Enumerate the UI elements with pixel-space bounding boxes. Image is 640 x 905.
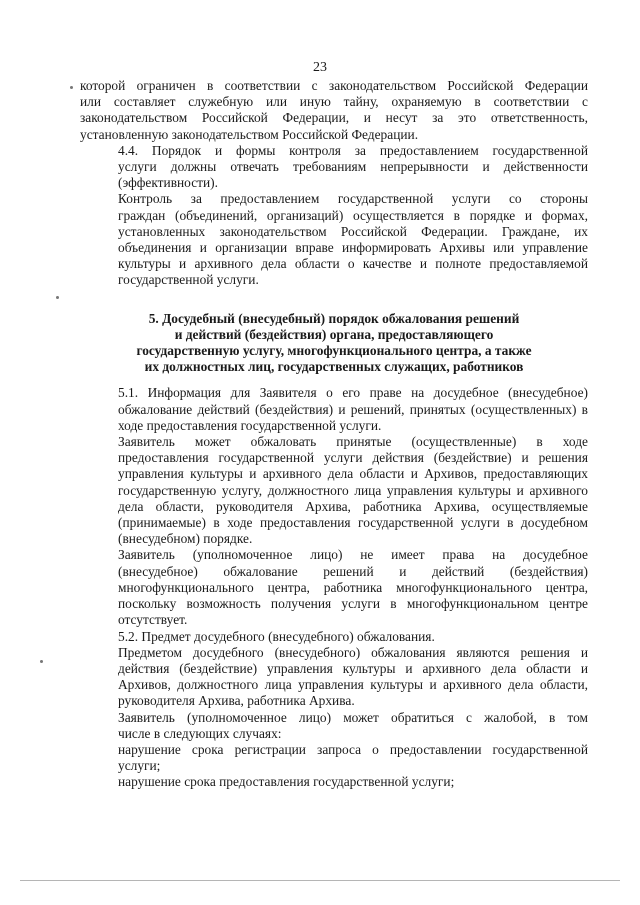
text-line: объединения и организации вправе информировать Архивы или управление <box>118 240 588 256</box>
text-line: Заявитель (уполномоченное лицо) не имеет права на досудебное <box>118 547 588 563</box>
text-line: управления культуры и архивного дела области и Архивов, предоставляющих <box>118 466 588 482</box>
paragraph <box>80 629 588 645</box>
text-line: обжалование действий (бездействия) и решений, принятых (осуществленных) в <box>118 401 588 417</box>
paragraph <box>80 385 588 434</box>
text-line: (эффективности). <box>118 175 218 191</box>
heading-line: государственную услугу, многофункционального центра, а также <box>136 343 532 359</box>
section-5-heading <box>80 311 588 376</box>
text-line: числе в следующих случаях: <box>118 725 282 741</box>
text-line: Заявитель (уполномоченное лицо) может обратиться с жалобой, в том <box>118 709 588 725</box>
section-4-continuation <box>80 78 588 289</box>
section-5-body <box>80 385 588 790</box>
text-line: услуги; <box>118 758 161 774</box>
text-line: (внесудебном) порядке. <box>118 531 253 547</box>
text-line: Архивов, должностного лица управления культуры и архивного дела области, <box>118 677 588 693</box>
paragraph <box>80 774 588 790</box>
paragraph <box>80 143 588 192</box>
scan-speck <box>40 660 43 663</box>
paragraph <box>80 547 588 628</box>
text-line: Предметом досудебного (внесудебного) обжалования являются решения и <box>118 644 588 660</box>
heading-line: и действий (бездействия) органа, предоставляющего <box>174 326 494 342</box>
text-line: государственной услуги. <box>118 272 259 288</box>
text-line: Заявитель может обжаловать принятые (осуществленные) в ходе <box>118 434 588 450</box>
paragraph <box>80 742 588 774</box>
text-line: Контроль за предоставлением государственной услуги со стороны <box>118 191 588 207</box>
text-line: установленную законодательством Российской Федерации. <box>80 126 419 142</box>
text-line: действия (бездействие) управления культуры и архивного дела области и <box>118 660 588 676</box>
text-line: 4.4. Порядок и формы контроля за предоставлением государственной <box>118 142 588 158</box>
text-line: предоставления государственной услуги действия (бездействие) и решения <box>118 450 588 466</box>
text-line: отсутствует. <box>118 612 188 628</box>
paragraph <box>80 710 588 742</box>
text-line: установленных законодательством Российской Федерации. Граждане, их <box>118 223 588 239</box>
paragraph <box>80 191 588 288</box>
text-line: нарушение срока регистрации запроса о предоставлении государственной <box>118 741 588 757</box>
scan-bottom-edge <box>20 880 620 881</box>
text-line: которой ограничен в соответствии с законодательством Российской Федерации <box>80 78 588 93</box>
text-line: законодательством Российской Федерации, и несут за это ответственность, <box>80 110 588 126</box>
page-number: 23 <box>313 60 327 75</box>
text-line: (принимаемые) в ходе предоставления государственной услуги в досудебном <box>118 515 588 531</box>
text-line: государственную услугу, должностного лица управления культуры и архивного <box>118 482 588 498</box>
text-line: дела области, руководителя Архива, работника Архива, осуществляемые <box>118 498 588 514</box>
text-line: 5.2. Предмет досудебного (внесудебного) обжалования. <box>118 628 435 644</box>
text-line: ходе предоставления государственной услуги. <box>118 417 382 433</box>
document-body <box>80 78 588 791</box>
text-line: или составляет служебную или иную тайну, охраняемую в соответствии с <box>80 94 588 110</box>
text-line: граждан (объединений, организаций) осуществляется в порядке и формах, <box>118 207 588 223</box>
text-line: (внесудебное) обжалование решений и действий (бездействия) <box>118 563 588 579</box>
text-line: культуры и архивного дела области о качестве и полноте предоставляемой <box>118 256 588 272</box>
text-line: нарушение срока предоставления государственной услуги; <box>118 774 455 790</box>
paragraph <box>80 78 588 143</box>
heading-line: 5. Досудебный (внесудебный) порядок обжалования решений <box>148 310 520 326</box>
text-line: 5.1. Информация для Заявителя о его праве на досудебное (внесудебное) <box>118 385 588 401</box>
scan-speck <box>70 86 73 89</box>
text-line: поскольку возможность получения услуги в многофункциональном центре <box>118 596 588 612</box>
paragraph <box>80 434 588 547</box>
heading-line: их должностных лиц, государственных служащих, работников <box>144 359 524 375</box>
text-line: руководителя Архива, работника Архива. <box>118 693 355 709</box>
text-line: многофункционального центра, работника многофункционального центра, <box>118 579 588 595</box>
scan-speck <box>56 296 59 299</box>
text-line: услуги должны отвечать требованиям непрерывности и действенности <box>118 159 588 175</box>
paragraph <box>80 645 588 710</box>
